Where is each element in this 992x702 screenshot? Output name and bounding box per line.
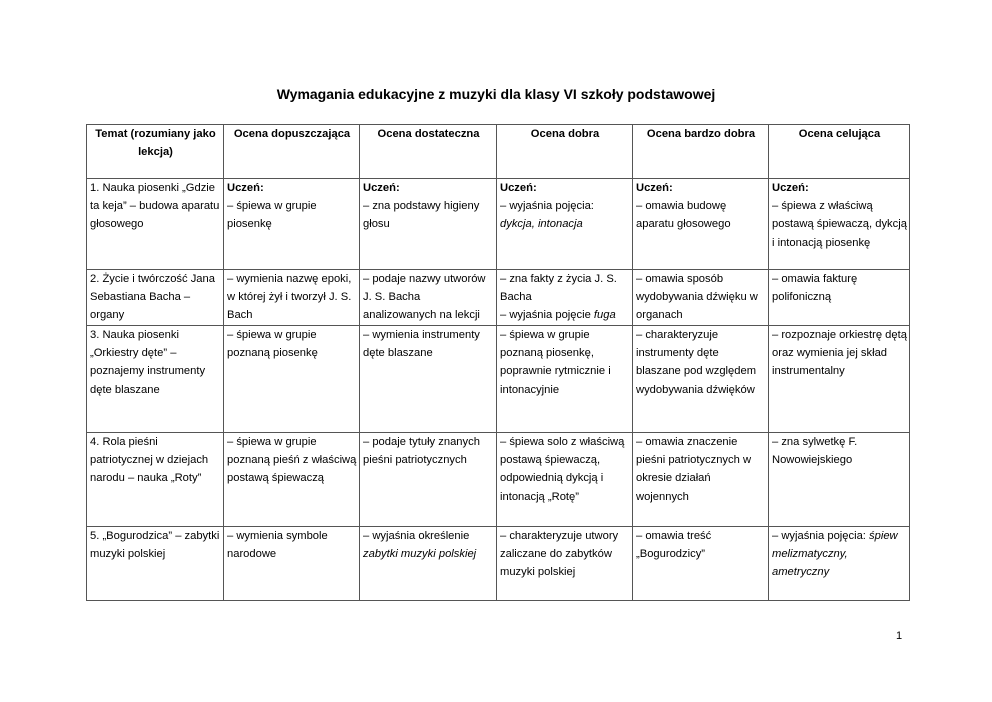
cell-grade-3 — [360, 179, 497, 270]
cell-topic: 4. Rola pieśni patriotycznej w dziejach narodu – nauka „Roty” — [87, 433, 224, 527]
cell-topic: 5. „Bogurodzica” – zabytki muzyki polskiej — [87, 527, 224, 601]
cell-grade-2: – śpiewa w grupie poznaną piosenkę — [224, 326, 360, 433]
cell-grade-6: – rozpoznaje orkiestrę dętą oraz wymienia jej skład instrumentalny — [769, 326, 910, 433]
cell-grade-2: – wymienia symbole narodowe — [224, 527, 360, 601]
table-row — [87, 270, 910, 326]
term-text: ametryczny — [772, 566, 830, 579]
header-grade-4: Ocena dobra — [497, 125, 633, 179]
cell-text: – wyjaśnia pojęcie — [500, 309, 594, 322]
header-grade-6: Ocena celująca — [769, 125, 910, 179]
cell-grade-4: – charakteryzuje utwory zaliczane do zabytków muzyki polskiej — [497, 527, 633, 601]
term-text: dykcja — [500, 218, 532, 231]
header-grade-5: Ocena bardzo dobra — [633, 125, 769, 179]
cell-grade-6 — [769, 179, 910, 270]
header-topic: Temat (rozumiany jako lekcja) — [87, 125, 224, 179]
term-text: zabytki muzyki polskiej — [363, 548, 477, 561]
cell-grade-4 — [497, 179, 633, 270]
student-label: Uczeń: — [363, 182, 400, 194]
student-label: Uczeń: — [636, 182, 673, 194]
cell-topic: 3. Nauka piosenki „Orkiestry dęte” – poznajemy instrumenty dęte blaszane — [87, 326, 224, 433]
cell-grade-6: – omawia fakturę polifoniczną — [769, 270, 910, 326]
cell-text: – śpiewa z właściwą postawą śpiewaczą, dykcją i intonacją piosenkę — [772, 200, 907, 249]
cell-grade-5: – omawia znaczenie pieśni patriotycznych w okresie działań wojennych — [633, 433, 769, 527]
table-row — [87, 179, 910, 270]
term-text: śpiew melizmatyczny — [772, 530, 898, 561]
table-row — [87, 527, 910, 601]
cell-grade-2 — [224, 179, 360, 270]
cell-grade-2: – wymienia nazwę epoki, w której żył i tworzył J. S. Bach — [224, 270, 360, 326]
cell-grade-4 — [497, 270, 633, 326]
cell-grade-3 — [360, 527, 497, 601]
cell-grade-6 — [769, 527, 910, 601]
requirements-table — [86, 124, 910, 601]
cell-grade-5: – omawia sposób wydobywania dźwięku w organach — [633, 270, 769, 326]
cell-text: – wyjaśnia pojęcia: — [500, 200, 594, 213]
table-header-row — [87, 125, 910, 179]
term-text: fuga — [593, 309, 616, 322]
cell-grade-3: – podaje tytuły znanych pieśni patriotycznych — [360, 433, 497, 527]
student-label: Uczeń: — [227, 182, 264, 194]
cell-grade-3: – podaje nazwy utworów J. S. Bacha analizowanych na lekcji — [360, 270, 497, 326]
cell-text: – zna podstawy higieny głosu — [363, 200, 480, 231]
separator-text: , — [844, 548, 848, 561]
header-grade-3: Ocena dostateczna — [360, 125, 497, 179]
table-row — [87, 433, 910, 527]
table-row — [87, 326, 910, 433]
cell-grade-4: – śpiewa solo z właściwą postawą śpiewaczą, odpowiednią dykcją i intonacją „Rotę” — [497, 433, 633, 527]
document-title: Wymagania edukacyjne z muzyki dla klasy VI szkoły podstawowej — [276, 86, 716, 102]
cell-text: – zna fakty z życia J. S. Bacha — [500, 273, 617, 304]
cell-topic: 2. Życie i twórczość Jana Sebastiana Bacha – organy — [87, 270, 224, 326]
separator-text: , — [531, 218, 538, 231]
header-grade-2: Ocena dopuszczająca — [224, 125, 360, 179]
cell-text: – wyjaśnia określenie — [363, 530, 470, 542]
cell-grade-4: – śpiewa w grupie poznaną piosenkę, poprawnie rytmicznie i intonacyjnie — [497, 326, 633, 433]
cell-grade-5 — [633, 179, 769, 270]
cell-text: – śpiewa w grupie piosenkę — [227, 200, 317, 231]
cell-grade-5: – charakteryzuje instrumenty dęte blaszane pod względem wydobywania dźwięków — [633, 326, 769, 433]
student-label: Uczeń: — [772, 182, 809, 194]
cell-grade-6: – zna sylwetkę F. Nowowiejskiego — [769, 433, 910, 527]
cell-grade-5: – omawia treść „Bogurodzicy” — [633, 527, 769, 601]
cell-text: – omawia budowę aparatu głosowego — [636, 200, 731, 231]
cell-text: – wyjaśnia pojęcia: — [772, 530, 870, 542]
cell-grade-2: – śpiewa w grupie poznaną pieśń z właściwą postawą śpiewaczą — [224, 433, 360, 527]
term-text: intonacja — [537, 218, 583, 231]
page-number: 1 — [896, 630, 903, 642]
student-label: Uczeń: — [500, 182, 537, 194]
cell-grade-3: – wymienia instrumenty dęte blaszane — [360, 326, 497, 433]
cell-topic: 1. Nauka piosenki „Gdzie ta keja” – budowa aparatu głosowego — [87, 179, 224, 270]
